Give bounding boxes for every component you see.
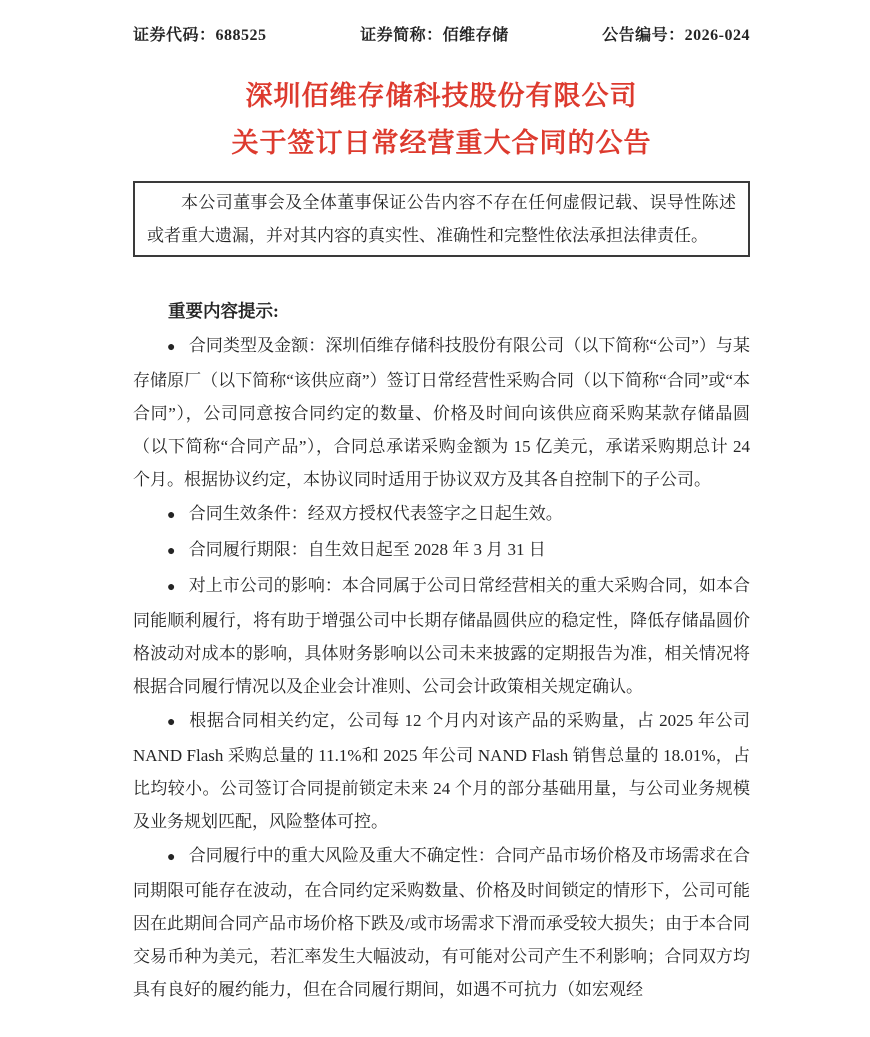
paragraph-text: 合同生效条件：经双方授权代表签字之日起生效。 xyxy=(188,504,563,523)
bullet-paragraph-risks xyxy=(133,839,750,1006)
announcement-number: 公告编号：2026-024 xyxy=(602,27,750,44)
title-line-company: 深圳佰维存储科技股份有限公司 xyxy=(245,81,638,111)
paragraph-text: 合同类型及金额：深圳佰维存储科技股份有限公司（以下简称“公司”）与某存储原厂（以下简称“该供应商”）签订日常经营性采购合同（以下简称“合同”或“本合同”），公司同意按合同约定的数量、价格及时间向该供应商采购某款存储晶圆（以下简称“合同产品”），合同总承诺采购金额为 15 亿美元，承诺采购期总计 24 个月。根据协议约定，本协议同时适用于协议双方及其各自控制下的子公司。 xyxy=(133,336,750,489)
paragraph-text: 对上市公司的影响：本合同属于公司日常经营相关的重大采购合同，如本合同能顺利履行，将有助于增强公司中长期存储晶圆供应的稳定性，降低存储晶圆价格波动对成本的影响，具体财务影响以公司未来披露的定期报告为准，相关情况将根据合同履行情况以及企业会计准则、公司会计政策相关规定确认。 xyxy=(133,576,750,696)
bullet-icon: ● xyxy=(167,580,176,595)
bullet-paragraph-purchase-ratio xyxy=(133,704,750,838)
bullet-icon: ● xyxy=(167,850,176,865)
document-header xyxy=(133,0,750,45)
title-line-subject: 关于签订日常经营重大合同的公告 xyxy=(231,128,652,158)
paragraph-text: 合同履行期限：自生效日起至 2028 年 3 月 31 日 xyxy=(188,540,546,559)
bullet-icon: ● xyxy=(167,715,176,730)
paragraph-text: 根据合同相关约定，公司每 12 个月内对该产品的采购量，占 2025 年公司 NAND Flash 采购总量的 11.1%和 2025 年公司 NAND Flash 销售总量的 18.01%，占比均较小。公司签订合同提前锁定未来 24 个月的部分基础用量，与公司业务规模及业务规划匹配，风险整体可控。 xyxy=(133,711,750,831)
stock-abbr: 证券简称：佰维存储 xyxy=(360,27,509,44)
bullet-icon: ● xyxy=(167,508,176,523)
bullet-paragraph-impact xyxy=(133,569,750,703)
paragraph-text: 合同履行中的重大风险及重大不确定性：合同产品市场价格及市场需求在合同期限可能存在波动，在合同约定采购数量、价格及时间锁定的情形下，公司可能因在此期间合同产品市场价格下跌及/或市场需求下滑而承受较大损失；由于本合同交易币种为美元，若汇率发生大幅波动，有可能对公司产生不利影响；合同双方均具有良好的履约能力，但在合同履行期间，如遇不可抗力（如宏观经 xyxy=(133,846,750,999)
bullet-icon: ● xyxy=(167,340,176,355)
disclaimer-box xyxy=(133,181,750,257)
page-content xyxy=(133,0,750,1006)
disclaimer-text: 本公司董事会及全体董事保证公告内容不存在任何虚假记载、误导性陈述或者重大遗漏，并对其内容的真实性、准确性和完整性依法承担法律责任。 xyxy=(147,193,736,245)
bullet-paragraph-contract-type xyxy=(133,329,750,496)
bullet-paragraph-effectiveness xyxy=(133,497,750,532)
bullet-paragraph-term xyxy=(133,533,750,568)
stock-code: 证券代码：688525 xyxy=(133,27,267,44)
bullet-icon: ● xyxy=(167,544,176,559)
section-heading: 重要内容提示: xyxy=(168,301,279,321)
document-title xyxy=(133,73,750,167)
